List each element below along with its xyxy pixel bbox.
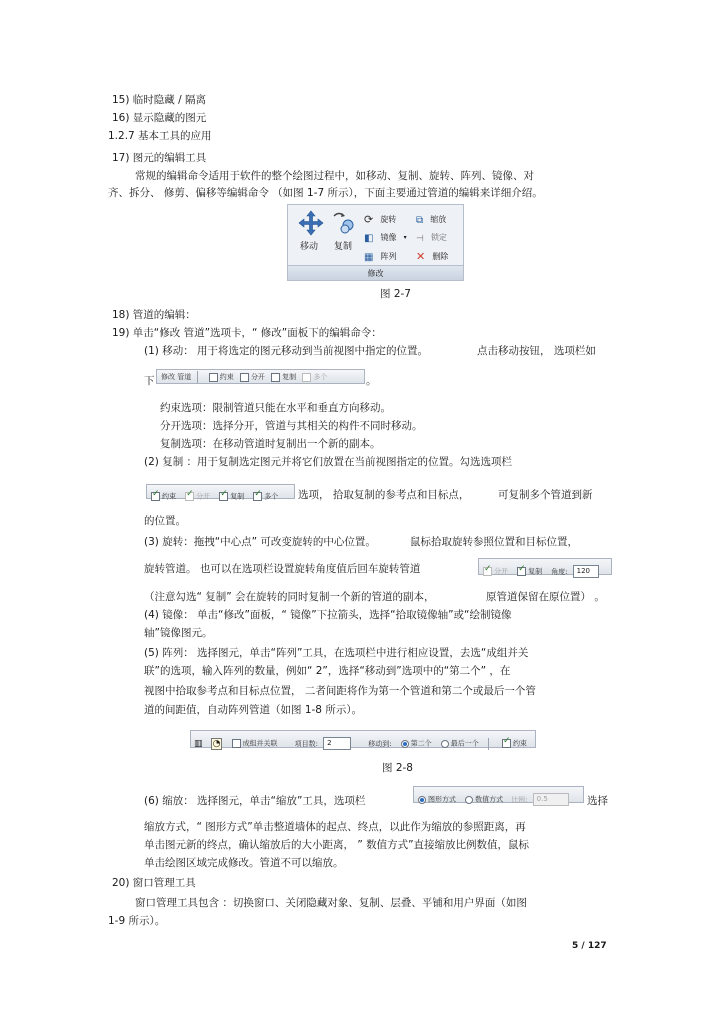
delete-button[interactable] (416, 245, 462, 263)
move-button[interactable] (296, 208, 326, 254)
array-icon: ▦ (364, 252, 374, 263)
last-radio[interactable] (441, 740, 449, 748)
angle-input[interactable]: 120 (573, 565, 599, 578)
array-button[interactable] (364, 245, 410, 263)
page-number: 5 / 127 (572, 941, 607, 951)
rotate-button[interactable] (364, 208, 410, 226)
delete-label: 删除 (432, 252, 449, 261)
move-label: 移动 (300, 242, 319, 252)
copy-label: 复制 (282, 373, 297, 381)
ratio-input[interactable]: 0.5 (533, 793, 569, 806)
count-input[interactable]: 2 (323, 737, 351, 750)
move-desc-2: 点击移动按钮， 选项栏如 (477, 345, 596, 357)
numeric-label: 数值方式 (475, 795, 504, 804)
rotate-desc-5: 原管道保留在原位置） 。 (486, 591, 605, 603)
split-label: 分开 (250, 373, 265, 381)
rotate-options-bar (478, 558, 612, 575)
item-18: 18) 管道的编辑： (112, 309, 196, 321)
constrain-label: 约束 (162, 492, 176, 501)
graphic-label: 图形方式 (428, 795, 456, 804)
multiple-label: 多个 (264, 492, 279, 501)
numeric-radio[interactable] (465, 796, 473, 804)
para-17a: 常规的编辑命令适用于软件的整个绘图过程中，如移动、复制、旋转、阵列、镜像、对 (135, 170, 534, 182)
rotate-desc-2: 鼠标拾取旋转参照位置和目标位置， (410, 536, 578, 548)
second-radio[interactable] (401, 740, 409, 748)
copy-label: 复制 (230, 492, 245, 501)
copy-tool-desc: (2) 复制 ：用于复制选定图元并将它们放置在当前视图指定的位置。勾选选项栏 (144, 456, 513, 468)
scale-label: 缩放 (430, 215, 447, 224)
lock-button[interactable] (416, 226, 462, 244)
split-label: 分开 (196, 492, 211, 501)
constrain-checkbox[interactable] (209, 373, 218, 382)
rotate-desc-4: （注意勾选“ 复制” 会在旋转的同时复制一个新的管道的副本， (144, 591, 435, 603)
lock-label: 锁定 (430, 233, 447, 242)
second-label: 第二个 (410, 739, 432, 748)
section-heading: 1.2.7 基本工具的应用 (108, 130, 212, 142)
radial-array-icon[interactable]: ◔ (212, 738, 221, 749)
rotate-desc-3: 旋转管道。 也可以在选项栏设置旋转角度值后回车旋转管道 (144, 563, 421, 575)
split-checkbox[interactable] (185, 492, 194, 501)
lock-icon: ⊣ (416, 234, 424, 244)
rotate-label: 旋转 (380, 215, 397, 224)
mirror-icon: ◧ (364, 233, 374, 244)
copy-desc: 复制选项：在移动管道时复制出一个新的副本。 (160, 438, 381, 450)
split-label: 分开 (494, 567, 508, 576)
para-20a: 窗口管理工具包含 ：切换窗口、关闭隐藏对象、复制、层叠、平铺和用户界面（如图 (135, 897, 527, 909)
scale-options-bar (413, 786, 584, 803)
delete-icon: ✕ (416, 250, 426, 263)
array-label: 阵列 (380, 252, 397, 261)
scale-desc-3: 缩放方式，“ 图形方式”单击整道墙体的起点、终点，以此作为缩放的参照距离，再 (144, 821, 526, 833)
options-tab-label: 修改 管道 (161, 373, 192, 381)
move-desc-3: 下 (144, 375, 155, 387)
array-options-bar (190, 730, 536, 748)
panel-label-bar (288, 265, 463, 280)
constrain-checkbox[interactable] (151, 492, 160, 501)
copy-tool-desc-3: 可复制多个管道到新 (498, 489, 593, 501)
multiple-checkbox[interactable] (302, 373, 311, 382)
copy-checkbox[interactable] (219, 492, 228, 501)
item-16: 16) 显示隐藏的图元 (112, 112, 207, 124)
constrain-desc: 约束选项：限制管道只能在水平和垂直方向移动。 (160, 402, 391, 414)
item-20: 20) 窗口管理工具 (112, 877, 196, 889)
copy-checkbox[interactable] (271, 373, 280, 382)
linear-array-icon[interactable]: ▥ (194, 738, 203, 749)
split-checkbox[interactable] (240, 373, 249, 382)
separator (197, 371, 198, 383)
array-desc-3: 视图中拾取参考点和目标点位置， 二者间距将作为第一个管道和第二个或最后一个管 (144, 685, 536, 697)
copy-button[interactable] (330, 208, 358, 254)
mirror-label: 镜像 (380, 233, 397, 242)
mirror-desc: (4) 镜像： 单击“修改”面板，“ 镜像”下拉箭头，选择“拾取镜像轴”或“绘制镜像 (144, 609, 512, 621)
group-label: 成组并关联 (242, 739, 278, 748)
scale-button[interactable] (416, 208, 462, 226)
constrain-checkbox[interactable] (502, 739, 511, 748)
move-desc: (1) 移动： 用于将选定的图元移动到当前视图中指定的位置。 (144, 345, 429, 357)
para-20b: 1-9 所示）。 (108, 915, 166, 927)
figure-caption-2-8: 图 2-8 (382, 762, 413, 774)
ribbon-modify-panel (287, 204, 464, 281)
rotate-icon: ⟳ (364, 213, 374, 226)
constrain-label: 约束 (512, 739, 527, 748)
ratio-label: 比例: (511, 795, 528, 804)
angle-label: 角度: (551, 567, 568, 576)
scale-desc-2: 选择 (587, 795, 608, 807)
scale-desc: (6) 缩放： 选择图元，单击“缩放”工具，选项栏 (144, 795, 366, 807)
last-label: 最后一个 (450, 739, 479, 748)
scale-desc-4: 单击图元新的终点，确认缩放后的大小距离， ” 数值方式”直接缩放比例数值，鼠标 (144, 839, 530, 851)
array-desc-4: 道的间距值，自动阵列管道（如图 1-8 所示）。 (144, 704, 363, 716)
group-checkbox[interactable] (232, 739, 241, 748)
split-desc: 分开选项：选择分开，管道与其相关的构件不同时移动。 (160, 420, 423, 432)
copy-tool-desc-2: 选项， 拾取复制的参考点和目标点， (298, 489, 470, 501)
copy-label: 复制 (334, 242, 353, 252)
item-17: 17) 图元的编辑工具 (112, 152, 207, 164)
scale-desc-5: 单击绘图区域完成修改。管道不可以缩放。 (144, 857, 344, 869)
copy-label: 复制 (528, 567, 543, 576)
graphic-radio[interactable] (418, 796, 426, 804)
para-17b: 齐、拆分、 修剪、偏移等编辑命令 （如图 1-7 所示），下面主要通过管道的编辑来详细介绍。 (108, 187, 543, 199)
multiple-checkbox[interactable] (253, 492, 262, 501)
figure-caption-2-7: 图 2-7 (380, 288, 411, 300)
split-checkbox[interactable] (483, 567, 492, 576)
move-options-bar (156, 369, 365, 384)
item-15: 15) 临时隐藏 / 隔离 (112, 94, 207, 106)
move-desc-end: 。 (366, 375, 377, 387)
copy-checkbox[interactable] (517, 567, 526, 576)
copy-tool-desc-4: 的位置。 (144, 515, 186, 527)
mirror-desc-2: 轴”镜像图元。 (144, 627, 213, 639)
count-label: 项目数: (294, 739, 319, 748)
copy-options-bar (146, 484, 295, 499)
panel-label: 修改 (367, 269, 384, 278)
separator (488, 738, 489, 750)
rotate-desc: (3) 旋转：拖拽“中心点” 可改变旋转的中心位置。 (144, 536, 376, 548)
copy-icon (331, 210, 357, 236)
item-19: 19) 单击“修改 管道”选项卡，“ 修改”面板下的编辑命令： (112, 327, 382, 339)
moveto-label: 移动到: (368, 739, 392, 748)
chevron-down-icon[interactable]: ▾ (403, 234, 407, 241)
move-icon (298, 210, 324, 236)
array-desc: (5) 阵列： 选择图元，单击“阵列”工具，在选项栏中进行相应设置，去选“成组并关 (144, 647, 529, 659)
constrain-label: 约束 (219, 373, 234, 381)
scale-icon: ⧉ (416, 215, 424, 226)
array-desc-2: 联”的选项，输入阵列的数量，例如“ 2”，选择“移动到”选项中的“第二个” ，在 (144, 665, 511, 677)
mirror-button[interactable] (364, 226, 414, 244)
multiple-label: 多个 (313, 373, 328, 381)
